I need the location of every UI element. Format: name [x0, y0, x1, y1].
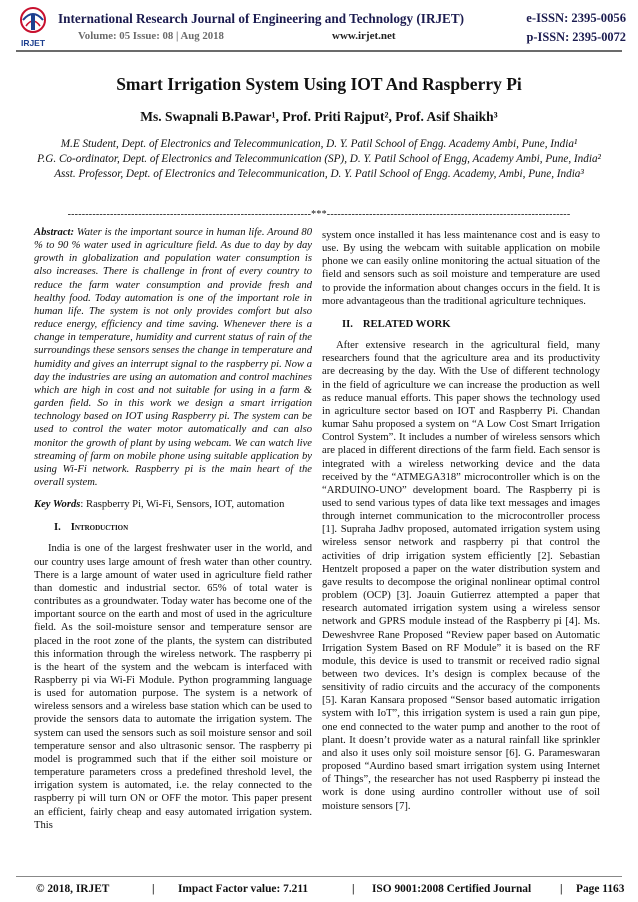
section-number: II.	[342, 318, 353, 330]
impact-factor: Impact Factor value: 7.211	[178, 883, 309, 895]
volume-issue: Volume: 05 Issue: 08 | Aug 2018	[78, 30, 224, 42]
affiliation-1: M.E Student, Dept. of Electronics and Telecommunication, D. Y. Patil School of Engg. Academy Ambi, Pune, India¹	[60, 138, 578, 150]
journal-title: International Research Journal of Engineering and Technology (IRJET)	[58, 11, 465, 26]
paper-title: Smart Irrigation System Using IOT And Raspberry Pi	[116, 74, 522, 94]
introduction-text: India is one of the largest freshwater user in the world, and our country uses large amount of fresh water than other country. There is a large amount of water used in agriculture field rather than domestic and industrial sector. 65% of total water is contributes as a groundwater. Today water has become one of the important source on the earth and most of used in the agriculture field. As the soil-moisture sensor and temperature sensor are placed in the root zone of the plants, the system can distributed this information through the wireless network. The raspberry pi is the heart of the system and the webcam is interfaced with Raspberry pi via Wi-Fi Module. Python programming language is used for automation purpose. The system is a network of wireless sensors and a wireless base station which can be used to provide the sensors data to automate the irrigation system. The system can used the sensors such as soil moisture sensor and soil temperature sensor and also ultrasonic sensor. The raspberry pi model is programmed such that if the either soil moisture or temperature parameters cross a predefined threshold level, the irrigation system is automated, i.e. the relay connected to the raspberry pi will turn ON or OFF the motor. This paper present an efficient, fairly cheap and easy automated irrigation system. This	[34, 543, 312, 831]
affiliation-2: P.G. Co-ordinator, Dept. of Electronics and Telecommunication (SP), D. Y. Patil School of Engg, Academy Ambi, Pune, India²	[37, 153, 601, 166]
right-column	[322, 229, 600, 813]
section-heading-introduction	[34, 521, 312, 534]
affiliations	[22, 137, 616, 182]
paper-authors: Ms. Swapnali B.Pawar¹, Prof. Priti Rajput², Prof. Asif Shaikh³	[140, 109, 498, 124]
introduction-continued: system once installed it has less maintenance cost and is easy to use. By using the webcam with suitable application on mobile phone we can easily online monitoring the actual situation of the field and sensors such as soil moisture and temperature are used to provide the information about changes occurs in the field. It is more advantageous than the traditional agriculture techniques.	[322, 230, 600, 307]
keywords-text: : Raspberry Pi, Wi-Fi, Sensors, IOT, automation	[80, 499, 285, 511]
left-column	[34, 226, 312, 832]
iso-certification: ISO 9001:2008 Certified Journal	[372, 883, 532, 895]
copyright: © 2018, IRJET	[36, 883, 110, 895]
footer-separator: |	[560, 883, 563, 895]
section-title: RELATED WORK	[362, 318, 451, 330]
irjet-logo	[18, 6, 48, 50]
journal-header	[0, 0, 638, 60]
related-work-text: After extensive research in the agricultural field, many researchers found that the agriculture area and its productivity are decreasing by the day. With the Use of different technology in the field of agriculture we can increase the production as well as reduce manual efforts. This paper shows the technology used in agriculture sector based on IOT and Raspberry Pi. Chandan kumar Sahu proposed a system on “A Low Cost Smart Irrigation Control System”. It includes a number of wireless sensors which are placed in different directions of the farm field. Each sensor is integrated with a wireless networking device and the data received by the “ATMEGA318” microcontroller which is on the “ARDUINO-UNO” development board. The Raspberry pi is used to send various types of data like text messages and images through internet communication to the microcontroller process [1]. Supraha Jadhv proposed, automated irrigation system using wireless sensor network and raspberry pi that control the activities of drip irrigation system efficiently [2]. Sebastian Hentzelt proposed a paper on the water distribution system and gave results to decompose the original nonlinear optimal control problem (OCP) [3]. Joauin Gutierrez attempted a paper that research automated irrigation system using a wireless sensor network and GPRS module instead of the Raspberry pi [4]. Ms. Deweshvree Rane Proposed “Review paper based on Automatic Irrigation System Based on RF Module” it is based on the RF module, this device is used to transmit or received radio signal between two devices. It’s design is complex because of the sensitivity of radio circuits and the accuracy of the components [5]. Karan Kansara proposed “Sensor based automatic irrigation system with IoT”, this irrigation system is used a rain gun pipe, one end connected to the water pump and another to the root of plant. It doesn’t provide water as a natural rainfall like sprinkler and also it uses only soil moisture sensor [6]. G. Parameswaran proposed “Aurdino based smart irrigation system using Internet of Things”, the researcher has not used Raspberry pi instead the work is done using aurdino controller without use of soil moisture sensors [7].	[322, 340, 600, 812]
page-number: Page 1163	[576, 883, 625, 895]
section-title: Introduction	[70, 522, 129, 534]
journal-url[interactable]: www.irjet.net	[332, 30, 396, 42]
keywords-label: Key Words	[34, 499, 81, 511]
affiliation-3: Asst. Professor, Dept. of Electronics and Telecommunication, D. Y. Patil School of Engg. Academy, Ambi, Pune, India³	[54, 168, 584, 181]
e-issn: e-ISSN: 2395-0056	[526, 11, 626, 25]
abstract-text: Water is the important source in human life. Around 80 % to 90 % water used in agriculture field. As due to day by day growth in globalization and population water consumption is also increases. There is challenge in front of every country to reduce the farm water consumption and provide fresh and healthy food. Today automation is one of the important role in human life. The system is not only provides comfort but also reduce energy, efficiency and time saving. Whenever there is a change in temperature, humidity and current status of rain of the surroundings these sensors senses the change in temperature and humidity and gives an interrupt signal to the raspberry pi. Now a day the industries are using an automation and control machines which are high in cost and not suitable for using in a farm & garden field. So in this work we design a smart irrigation technology based on IOT using Raspberry pi. The system can be used to control the water motor automatically and can also monitor the growth of plant by using webcam. We can watch live streaming of farm on mobile phone using suitable application by using Wi-Fi network. Raspberry pi is the main heart of the overall system.	[34, 227, 312, 488]
abstract	[34, 226, 312, 489]
section-heading-related-work	[322, 318, 600, 331]
abstract-label: Abstract:	[34, 227, 75, 238]
p-issn: p-ISSN: 2395-0072	[526, 30, 626, 44]
header-divider	[16, 50, 622, 52]
footer-separator: |	[352, 883, 355, 895]
journal-footer	[0, 877, 638, 902]
section-number: I.	[54, 522, 61, 534]
svg-text:IRJET: IRJET	[20, 38, 46, 48]
keywords	[34, 498, 312, 511]
footer-separator: |	[152, 883, 155, 895]
footer-divider	[16, 876, 622, 877]
title-separator: ---------------------------------------------------------------------***---------------------------------------------------------------------	[67, 209, 571, 220]
